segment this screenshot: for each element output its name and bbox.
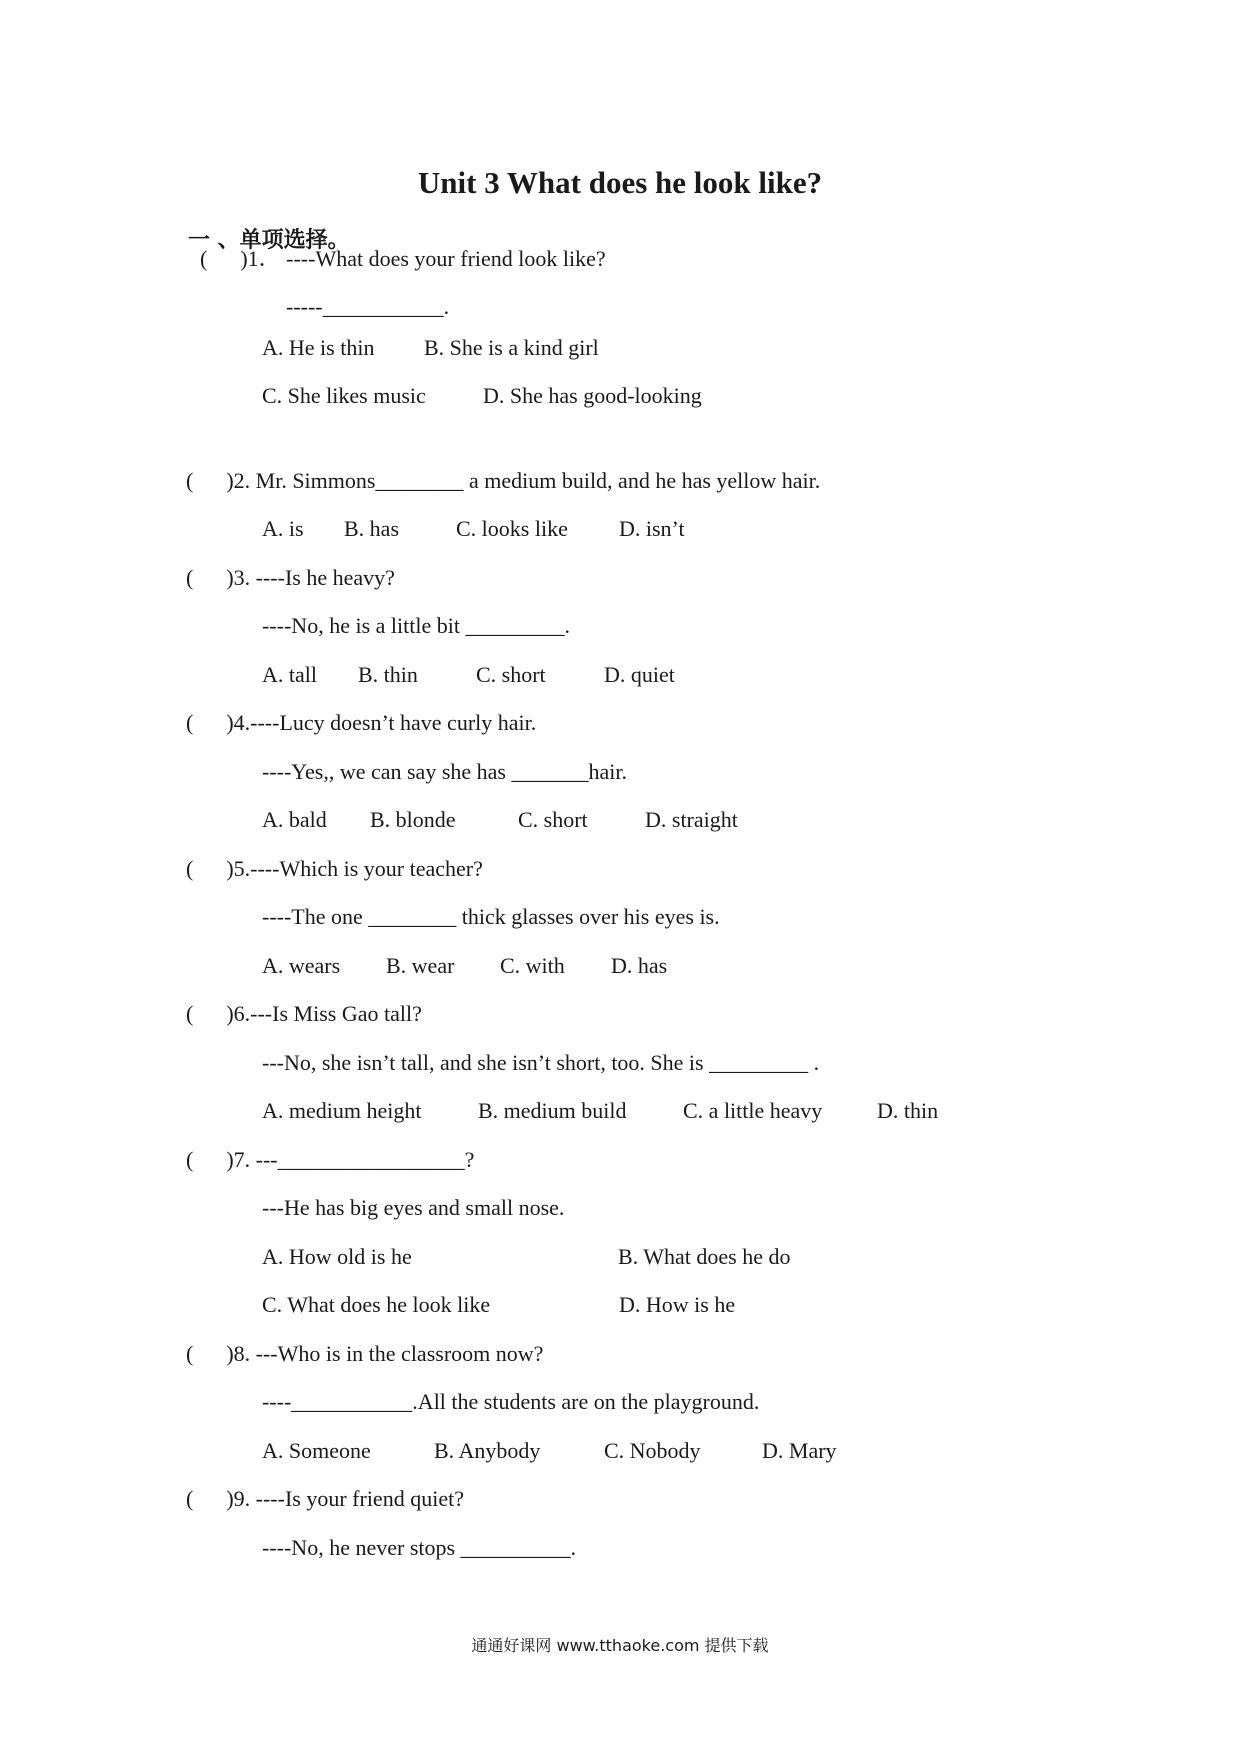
q4-option-c: C. short [518,807,588,832]
q2-option-b: B. has [344,516,399,541]
section-heading: 一 、单项选择。 [188,228,350,253]
q2-option-a: A. is [262,516,304,541]
question-2: ( )2. Mr. Simmons________ a medium build, and he has yellow hair. [186,468,821,493]
page-title: Unit 3 What does he look like? [417,165,823,200]
page-footer: 通通好课网 www.tthaoke.com 提供下载 [471,1636,769,1655]
question-6: ( )6.---Is Miss Gao tall? [186,1001,422,1026]
q6-option-a: A. medium height [262,1098,422,1123]
q1-option-c: C. She likes music [262,383,426,408]
q5-option-a: A. wears [262,953,341,978]
question-7: ( )7. ---_________________? [186,1147,475,1172]
q5-option-c: C. with [500,953,565,978]
question-8-answer-line: ----___________.All the students are on the playground. [262,1389,760,1414]
question-3: ( )3. ----Is he heavy? [186,565,395,590]
question-1-answer-line: -----___________. [286,294,450,319]
q3-option-b: B. thin [358,662,418,687]
q8-option-b: B. Anybody [434,1438,541,1463]
q1-option-b: B. She is a kind girl [424,335,599,360]
question-6-answer-line: ---No, she isn’t tall, and she isn’t short, too. She is _________ . [262,1050,820,1075]
q3-option-d: D. quiet [604,662,675,687]
question-3-answer-line: ----No, he is a little bit _________. [262,613,570,638]
q7-option-c: C. What does he look like [262,1292,491,1317]
question-5: ( )5.----Which is your teacher? [186,856,483,881]
q7-option-d: D. How is he [619,1292,736,1317]
q1-option-d: D. She has good-looking [483,383,702,408]
q8-option-a: A. Someone [262,1438,371,1463]
question-9: ( )9. ----Is your friend quiet? [186,1486,464,1511]
question-4: ( )4.----Lucy doesn’t have curly hair. [186,710,537,735]
q7-option-a: A. How old is he [262,1244,412,1269]
q2-option-c: C. looks like [456,516,568,541]
q6-option-d: D. thin [877,1098,939,1123]
question-5-answer-line: ----The one ________ thick glasses over his eyes is. [262,904,720,929]
q3-option-c: C. short [476,662,546,687]
q8-option-c: C. Nobody [604,1438,701,1463]
q4-option-b: B. blonde [370,807,456,832]
q7-option-b: B. What does he do [618,1244,791,1269]
question-8: ( )8. ---Who is in the classroom now? [186,1341,544,1366]
q5-option-b: B. wear [386,953,455,978]
q5-option-d: D. has [611,953,668,978]
q4-option-a: A. bald [262,807,327,832]
question-4-answer-line: ----Yes,, we can say she has _______hair. [262,759,627,784]
q4-option-d: D. straight [645,807,738,832]
question-1: ( )1． ----What does your friend look like? [200,246,606,271]
q8-option-d: D. Mary [762,1438,837,1463]
q3-option-a: A. tall [262,662,317,687]
q6-option-c: C. a little heavy [683,1098,823,1123]
q6-option-b: B. medium build [478,1098,627,1123]
question-7-answer-line: ---He has big eyes and small nose. [262,1195,565,1220]
question-9-answer-line: ----No, he never stops __________. [262,1535,577,1560]
q1-option-a: A. He is thin [262,335,375,360]
q2-option-d: D. isn’t [619,516,685,541]
